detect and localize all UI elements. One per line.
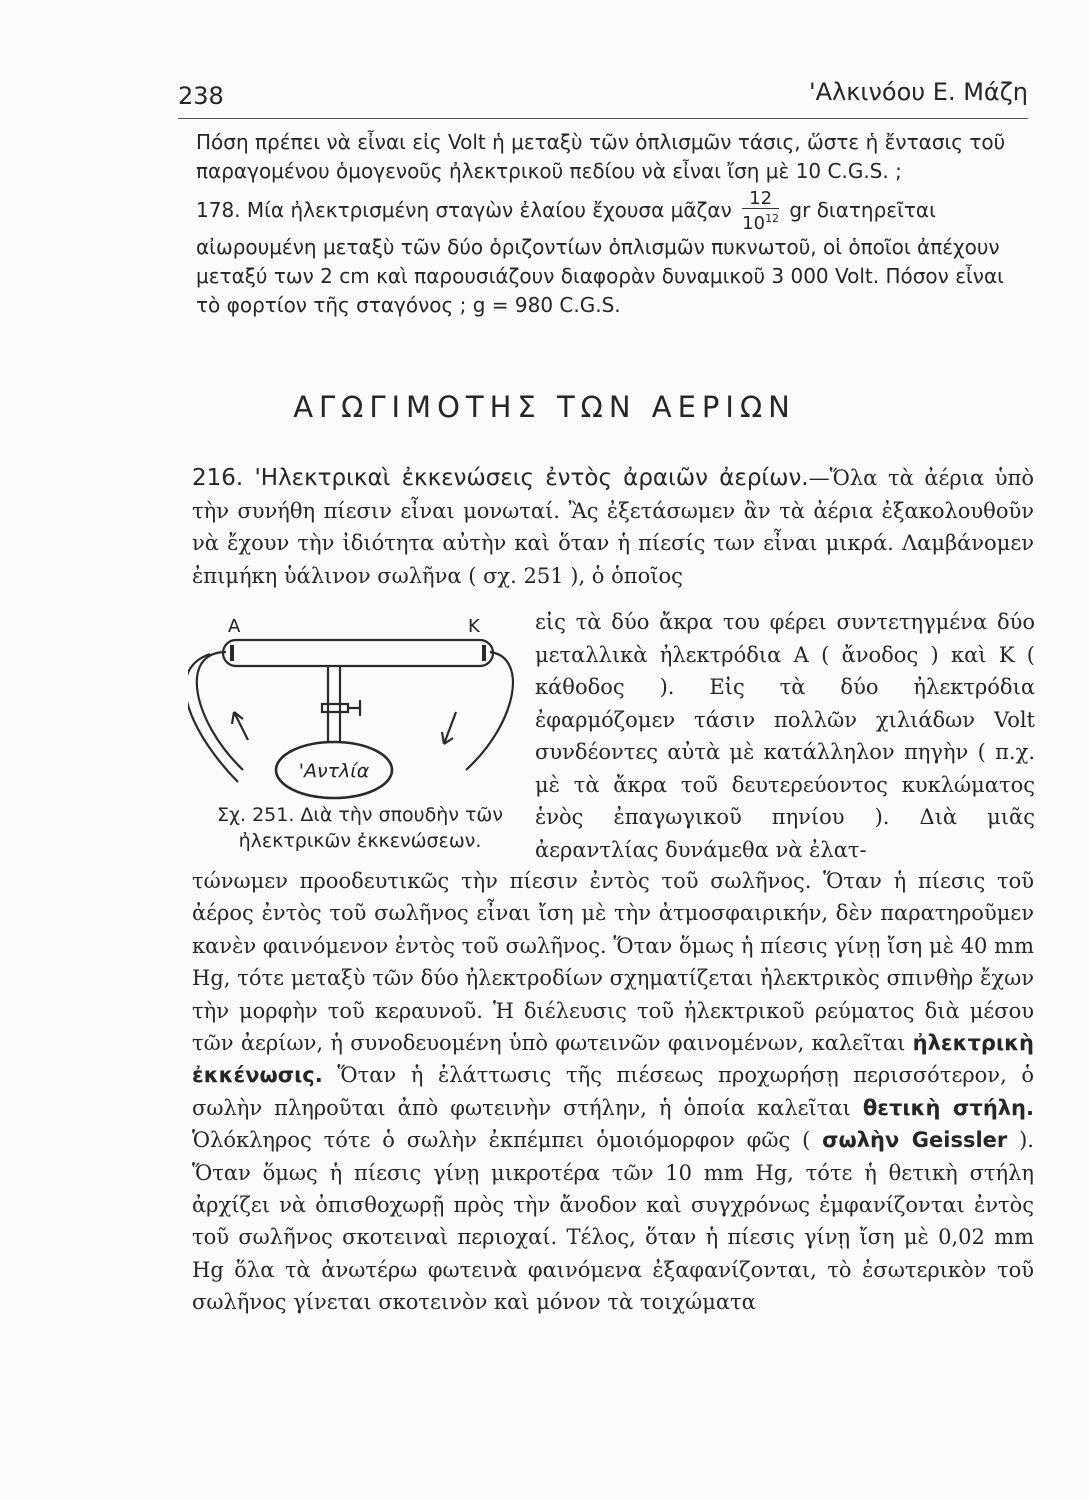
page-number: 238 — [178, 82, 224, 110]
fraction-denominator — [742, 208, 779, 233]
running-head: 'Αλκινόου Ε. Μάζη — [809, 78, 1028, 106]
left-arrow-icon — [232, 712, 248, 740]
problem-178-text — [196, 190, 1032, 320]
fraction-numerator: 12 — [749, 188, 773, 209]
discharge-tube-figure — [188, 612, 528, 812]
label-anode: Α — [228, 616, 241, 637]
label-cathode: Κ — [468, 616, 480, 637]
continuation-part2: Ὅταν ἡ ἐλάττωσις τῆς πιέσεως προχωρήσῃ περισσότερον, ὁ σωλὴν πληροῦται ἀπὸ φωτεινὴν στήλην, ἡ ὁποία καλεῖται — [192, 1063, 1034, 1120]
problem-top — [196, 128, 1032, 186]
term-electric-discharge: ἠλεκτρικὴ ἐκκένωσις. — [192, 1031, 1034, 1088]
right-wire — [466, 652, 513, 770]
section-216-continuation — [192, 865, 1034, 1319]
section-title: ΑΓΩΓΙΜΟΤΗΣ ΤΩΝ ΑΕΡΙΩΝ — [293, 390, 796, 424]
fraction-exponent: 12 — [765, 212, 780, 225]
text-beside-figure: εἰς τὰ δύο ἄκρα του φέρει συντετηγμένα δύο μεταλλικὰ ἠλεκτρόδια Α ( ἄνοδος ) καὶ Κ ( κάθοδος ). Εἰς τὰ δύο ἠλεκτρόδια ἐφαρμόζομεν τάσιν πολλῶν χιλιάδων Volt συνδέοντες αὐτὰ μὲ κατάλληλον πηγὴν ( π.χ. μὲ τὰ ἄκρα τοῦ δευτερεύοντος κυκλώματος ἑνὸς ἐπαγωγικοῦ πηνίου ). Διὰ μιᾶς ἀεραντλίας δυνάμεθα νὰ ἐλατ- — [535, 610, 1035, 862]
pump-label: 'Αντλία — [298, 760, 370, 782]
section-216-intro-text: —Ὅλα τὰ ἀέρια ὑπὸ τὴν συνήθη πίεσιν εἶναι μονωταί. Ἂς ἐξετάσωμεν ἂν τὰ ἀέρια ἐξακολουθοῦν νὰ ἔχουν τὴν ἰδιότητα αὐτὴν καὶ ὅταν ἡ πίεσίς των εἶναι μικρά. Λαμβάνομεν ἐπιμήκη ὑάλινον σωλῆνα ( σχ. 251 ), ὁ ὁποῖος — [192, 466, 1034, 588]
term-geissler-tube: σωλὴν Geissler — [822, 1128, 1008, 1153]
continuation-part4: ). Ὅταν ὅμως ἡ πίεσις γίνῃ μικροτέρα τῶν 10 mm Hg, τότε ἡ θετικὴ στήλη ἀρχίζει νὰ ὀπισθοχωρῇ πρὸς τὴν ἄνοδον καὶ συγχρόνως ἐμφανίζονται ἐντὸς τοῦ σωλῆνος σκοτειναὶ περιοχαί. Τέλος, ὅταν ἡ πίεσις γίνῃ ἴση μὲ 0,02 mm Hg ὅλα τὰ ἀνωτέρω φωτεινὰ φαινόμενα ἐξαφανίζονται, τὸ ἐσωτερικὸν τοῦ σωλῆνος γίνεται σκοτεινὸν καὶ μόνον τὰ τοιχώματα — [192, 1128, 1034, 1315]
left-wire — [197, 652, 243, 770]
glass-tube — [223, 640, 493, 666]
figure-caption: Σχ. 251. Διὰ τὴν σπουδὴν τῶν ἠλεκτρικῶν ἐκκενώσεων. — [217, 804, 503, 852]
left-wire-outer — [188, 654, 238, 782]
continuation-part3: Ὁλόκληρος τότε ὁ σωλὴν ἐκπέμπει ὁμοιόμορφον φῶς ( — [192, 1128, 811, 1153]
problem-178-unit: gr διατηρεῖται — [789, 198, 936, 222]
problem-178-rest: αἰωρουμένη μεταξὺ τῶν δύο ὁριζοντίων ὁπλισμῶν πυκνωτοῦ, οἱ ὁποῖοι ἀπέχουν μεταξύ των 2 cm καὶ παρουσιάζουν διαφορὰν δυναμικοῦ 3 000 Volt. Πόσον εἶναι τὸ φορτίον τῆς σταγόνος ; g = 980 C.G.S. — [196, 235, 1004, 317]
page-header — [178, 74, 1028, 119]
problem-178 — [196, 190, 1032, 320]
mass-fraction — [742, 190, 779, 233]
section-216-heading: 216. 'Ηλεκτρικαὶ ἐκκενώσεις ἐντὸς ἀραιῶν ἀερίων. — [192, 465, 809, 491]
section-216-intro — [192, 462, 1034, 592]
fraction-base: 10 — [742, 213, 766, 234]
term-positive-column: θετικὴ στήλη. — [862, 1095, 1034, 1120]
right-arrow-icon — [442, 712, 456, 744]
problem-178-lead: 178. Μία ἠλεκτρισμένη σταγὼν ἐλαίου ἔχουσα μᾶζαν — [196, 198, 732, 222]
problem-top-text: Πόση πρέπει νὰ εἶναι εἰς Volt ἡ μεταξὺ τῶν ὁπλισμῶν τάσις, ὥστε ἡ ἔντασις τοῦ παραγομένου ὁμογενοῦς ἠλεκτρικοῦ πεδίου νὰ εἶναι ἴση μὲ 10 C.G.S. ; — [196, 130, 1006, 183]
continuation-part1: τώνωμεν προοδευτικῶς τὴν πίεσιν ἐντὸς τοῦ σωλῆνος. Ὅταν ἡ πίεσις τοῦ ἀέρος ἐντὸς τοῦ σωλῆνος εἶναι ἴση μὲ τὴν ἀτμοσφαιρικήν, δὲν παρατηροῦμεν κανὲν φαινόμενον ἐντὸς τοῦ σωλῆνος. Ὅταν ὅμως ἡ πίεσις γίνῃ ἴση μὲ 40 mm Hg, τότε μεταξὺ τῶν δύο ἠλεκτροδίων σχηματίζεται ἠλεκτρικὸς σπινθὴρ ἔχων τὴν μορφὴν τοῦ κεραυνοῦ. Ἡ διέλευσις τοῦ ἠλεκτρικοῦ ρεύματος διὰ μέσου τῶν ἀερίων, ἡ συνοδευομένη ὑπὸ φωτεινῶν φαινομένων, καλεῖται — [192, 869, 1034, 1056]
